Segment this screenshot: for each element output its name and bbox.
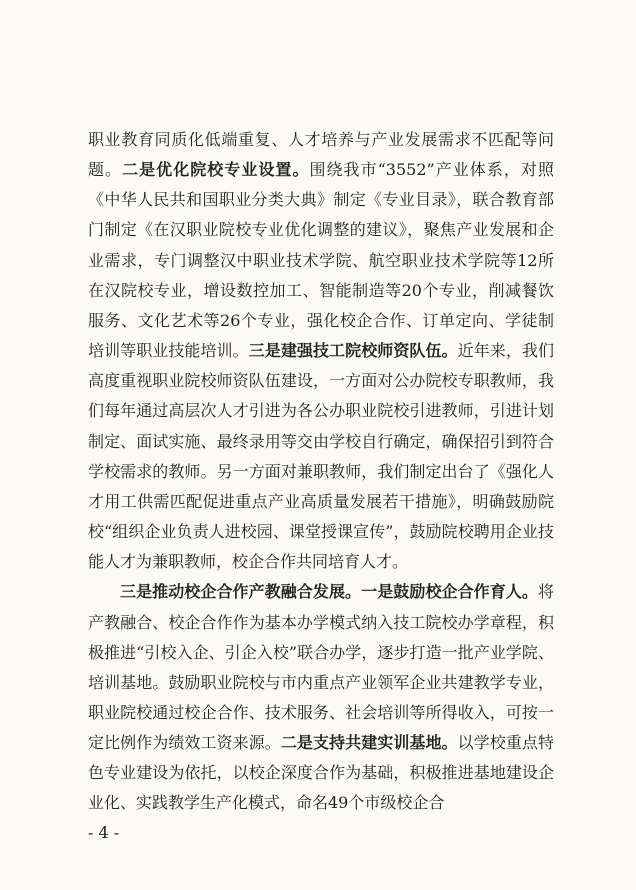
text-segment: 将产教融合、校企合作作为基本办学模式纳入技工院校办学章程，积极推进“引校入企、引企入校”联合办学，逐步打造一批产业学院、培训基地。鼓励职业院校与市内重点产业领军企业共建教学专业，职业院校通过校企合作、技术服务、社会培训等所得收入，可按一定比例作为绩效工资来源。 — [88, 582, 554, 753]
paragraph-1 — [88, 125, 554, 577]
text-segment: 职业教育同质化低端重复、人才培养与产业发展需求不匹配等问题。 — [88, 130, 554, 180]
page-number: - 4 - — [88, 823, 120, 842]
heading-teacher-team: 三是建强技工院校师资队伍。 — [248, 341, 458, 361]
text-segment: 围绕我市“3552”产业体系，对照《中华人民共和国职业分类大典》制定《专业目录》，联合教育部门制定《在汉职业院校专业优化调整的建议》，聚焦产业发展和企业需求，专门调整汉中职业技术学院、航空职业技术学院等12所在汉院校专业，增设数控加工、智能制造等20个专业，削减餐饮服务、文化艺术等26个专业，强化校企合作、订单定向、学徒制培训等职业技能培训。 — [88, 160, 554, 361]
heading-cooperative-education: 一是鼓励校企合作育人。 — [361, 582, 538, 602]
paragraph-2 — [88, 577, 554, 818]
text-segment: 近年来，我们高度重视职业院校师资队伍建设，一方面对公办院校专职教师，我们每年通过高层次人才引进为各公办职业院校引进教师，引进计划制定、面试实施、最终录用等交由学校自行确定，确保招引到符合学校需求的教师。另一方面对兼职教师，我们制定出台了《强化人才用工供需匹配促进重点产业高质量发展若干措施》，明确鼓励院校“组织企业负责人进校园、课堂授课宣传”，鼓励院校聘用企业技能人才为兼职教师，校企合作共同培育人才。 — [88, 341, 554, 572]
heading-school-enterprise: 三是推动校企合作产教融合发展。 — [120, 582, 362, 602]
body-text — [88, 125, 554, 819]
text-segment: 以学校重点特色专业建设为依托，以校企深度合作为基础，积极推进基地建设企业化、实践教学生产化模式，命名49个市级校企合 — [88, 733, 554, 813]
heading-optimize-majors: 二是优化院校专业设置。 — [122, 160, 310, 180]
heading-training-base: 二是支持共建实训基地。 — [280, 733, 458, 753]
